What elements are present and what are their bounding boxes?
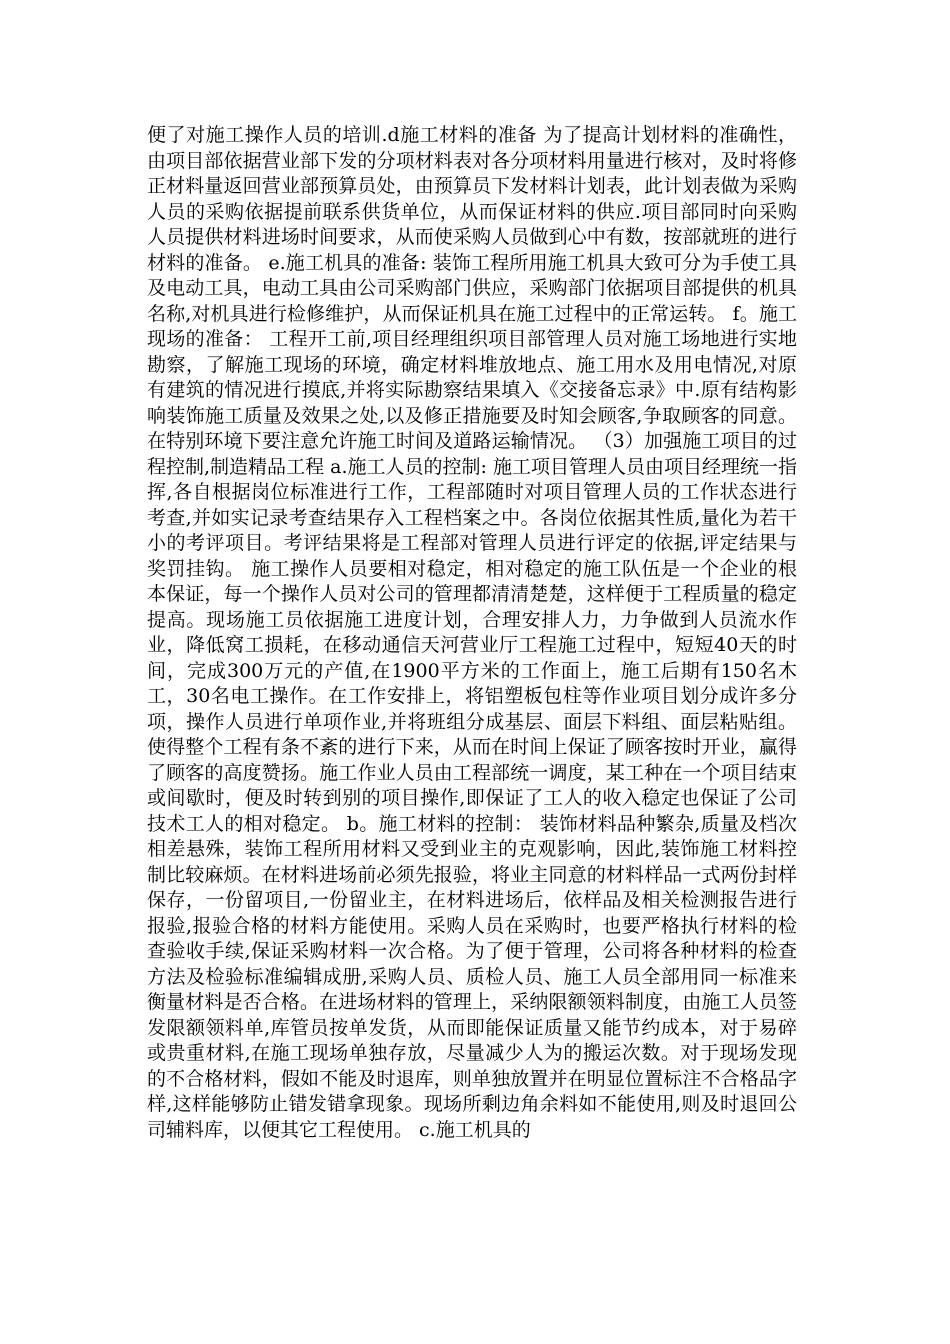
- body-paragraph: 便了对施工操作人员的培训.d施工材料的准备 为了提高计划材料的准确性，由项目部依据营业部下发的分项材料表对各分项材料用量进行核对，及时将修正材料量返回营业部预算员处，由预算员下发材料计划表，此计划表做为采购人员的采购依据提前联系供货单位，从而保证材料的供应.项目部同时向采购人员提供材料进场时间要求，从而使采购人员做到心中有数，按部就班的进行材料的准备。 e.施工机具的准备: 装饰工程所用施工机具大致可分为手使工具及电动工具，电动工具由公司采购部门供应，采购部门依据项目部提供的机具名称,对机具进行检修维护，从而保证机具在施工过程中的正常运转。 f。施工现场的准备： 工程开工前,项目经理组织项目部管理人员对施工场地进行实地勘察，了解施工现场的环境，确定材料堆放地点、施工用水及用电情况,对原有建筑的情况进行摸底,并将实际勘察结果填入《交接备忘录》中.原有结构影响装饰施工质量及效果之处,以及修正措施要及时知会顾客,争取顾客的同意。在特别环境下要注意允许施工时间及道路运输情况。 （3）加强施工项目的过程控制,制造精品工程 a.施工人员的控制: 施工项目管理人员由项目经理统一指挥,各自根据岗位标准进行工作，工程部随时对项目管理人员的工作状态进行考查,并如实记录考查结果存入工程档案之中。各岗位依据其性质,量化为若干小的考评项目。考评结果将是工程部对管理人员进行评定的依据,评定结果与奖罚挂钩。 施工操作人员要相对稳定，相对稳定的施工队伍是一个企业的根本保证，每一个操作人员对公司的管理都清清楚楚，这样便于工程质量的稳定提高。现场施工员依据施工进度计划，合理安排人力，力争做到人员流水作业，降低窝工损耗，在移动通信天河营业厅工程施工过程中，短短40天的时间，完成300万元的产值,在1900平方米的工作面上，施工后期有150名木工，30名电工操作。在工作安排上，将铝塑板包柱等作业项目划分成许多分项，操作人员进行单项作业,并将班组分成基层、面层下料组、面层粘贴组。使得整个工程有条不紊的进行下来，从而在时间上保证了顾客按时开业，赢得了顾客的高度赞扬。施工作业人员由工程部统一调度，某工种在一个项目结束或间歇时，便及时转到别的项目操作,即保证了工人的收入稳定也保证了公司技术工人的相对稳定。 b。施工材料的控制： 装饰材料品种繁杂,质量及档次相差悬殊，装饰工程所用材料又受到业主的克观影响，因此,装饰施工材料控制比较麻烦。在材料进场前必须先报验，将业主同意的材料样品一式两份封样保存，一份留项目,一份留业主，在材料进场后，依样品及相关检测报告进行报验,报验合格的材料方能使用。采购人员在采购时，也要严格执行材料的检查验收手续,保证采购材料一次合格。为了便于管理，公司将各种材料的检查方法及检验标准编辑成册,采购人员、质检人员、施工人员全部用同一标准来衡量材料是否合格。在进场材料的管理上，采纳限额领料制度，由施工人员签发限额领料单,库管员按单发货，从而即能保证质量又能节约成本，对于易碎或贵重材料,在施工现场单独存放，尽量减少人为的搬运次数。对于现场发现的不合格材料，假如不能及时退库，则单独放置并在明显位置标注不合格品字样,这样能够防止错发错拿现象。现场所剩边角余料如不能使用,则及时退回公司辅料库，以便其它工程使用。 c.施工机具的: [147, 124, 797, 1141]
